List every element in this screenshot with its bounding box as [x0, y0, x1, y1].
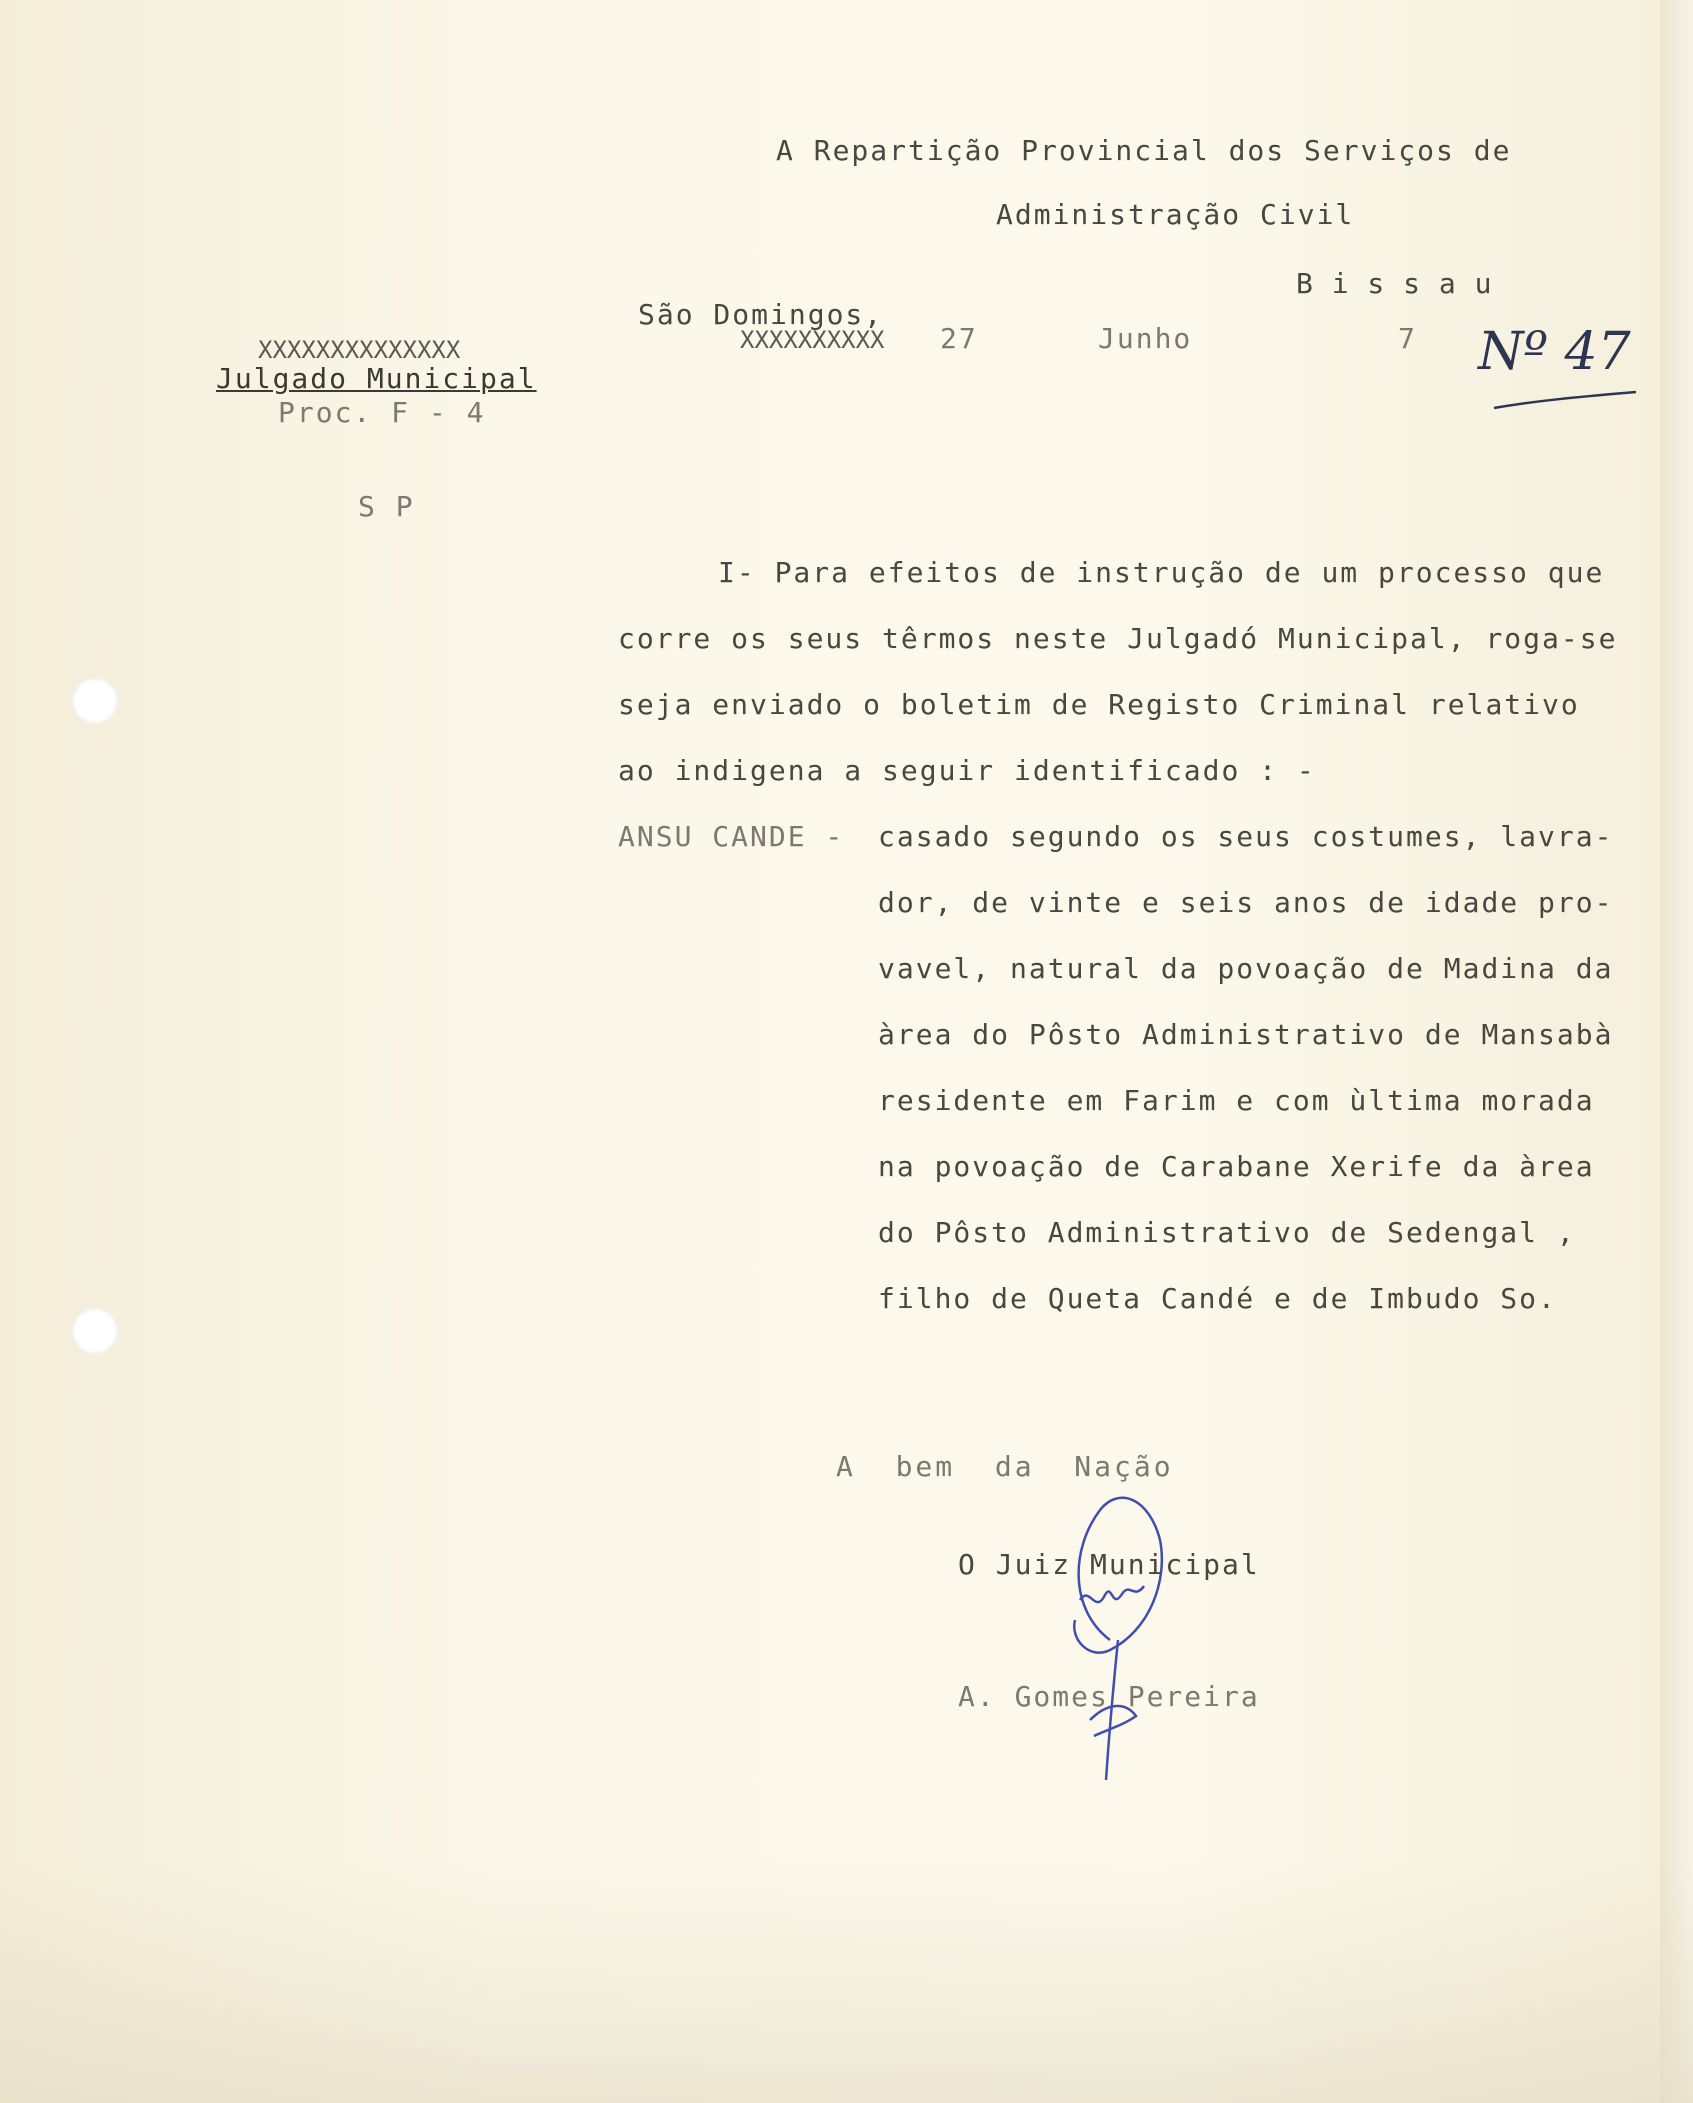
sender-initials: S P [358, 490, 415, 523]
subject-line-1: casado segundo os seus costumes, lavra- [878, 820, 1614, 853]
body-line-2: corre os seus têrmos neste Julgadó Municipal, roga-se [618, 622, 1618, 655]
sender-office: Julgado Municipal [216, 362, 537, 395]
body-line-1: I- Para efeitos de instrução de um processo que [718, 556, 1605, 589]
signature-mark [1050, 1490, 1180, 1790]
subject-line-5: residente em Farim e com ùltima morada [878, 1084, 1595, 1117]
date-month: Junho [1098, 322, 1193, 355]
page-fold-shadow [0, 1860, 1693, 2103]
closing-title: O Juiz Municipal [958, 1548, 1260, 1581]
sender-process: Proc. F - 4 [278, 396, 486, 429]
sender-struck-text: XXXXXXXXXXXXXX [258, 336, 461, 364]
subject-line-2: dor, de vinte e seis anos de idade pro- [878, 886, 1614, 919]
body-line-3: seja enviado o boletim de Registo Criminal relativo [618, 688, 1580, 721]
subject-name: ANSU CANDE - [618, 820, 845, 853]
addressee-line-1: A Repartição Provincial dos Serviços de [776, 134, 1512, 167]
subject-line-4: àrea do Pôsto Administrativo de Mansabà [878, 1018, 1614, 1051]
subject-line-7: do Pôsto Administrativo de Sedengal , [878, 1216, 1576, 1249]
subject-line-3: vavel, natural da povoação de Madina da [878, 952, 1614, 985]
punch-hole [72, 678, 118, 724]
subject-line-6: na povoação de Carabane Xerife da àrea [878, 1150, 1595, 1183]
addressee-line-2: Administração Civil [996, 198, 1355, 231]
date-year: 7 [1398, 322, 1417, 355]
addressee-city: B i s s a u [1296, 267, 1493, 300]
punch-hole [72, 1308, 118, 1354]
date-place: São Domingos, [638, 298, 884, 331]
body-line-4: ao indigena a seguir identificado : - [618, 754, 1316, 787]
subject-line-8: filho de Queta Candé e de Imbudo So. [878, 1282, 1557, 1315]
date-day: 27 [940, 322, 978, 355]
closing-salutation: A bem da Nação [836, 1450, 1174, 1483]
date-struck-text: XXXXXXXXXX [740, 326, 885, 354]
handwritten-underline [1490, 384, 1640, 414]
handwritten-number: Nº 47 [1478, 322, 1631, 382]
signatory-name: A. Gomes Pereira [958, 1680, 1260, 1713]
page-edge [1660, 0, 1693, 2103]
